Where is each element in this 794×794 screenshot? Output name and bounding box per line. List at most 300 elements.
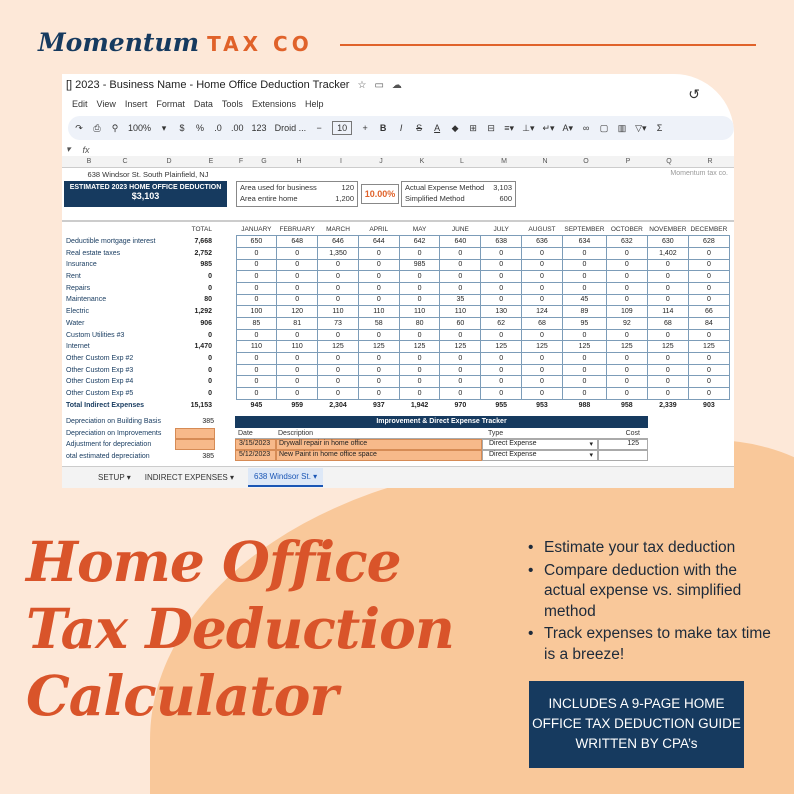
month-cell[interactable]: 66 (688, 306, 729, 318)
column-header-r[interactable]: R (707, 158, 713, 165)
month-cell[interactable]: 0 (481, 271, 522, 283)
tracker-cost[interactable] (598, 450, 648, 461)
month-cell[interactable]: 0 (647, 294, 688, 306)
month-cell[interactable]: 84 (688, 318, 729, 330)
table-row (62, 364, 729, 376)
month-cell[interactable]: 630 (647, 236, 688, 248)
month-cell[interactable]: 628 (688, 236, 729, 248)
month-cell[interactable]: 0 (358, 259, 399, 271)
month-cell[interactable]: 0 (481, 376, 522, 388)
month-cell[interactable]: 0 (522, 247, 563, 259)
link-icon[interactable]: ∞ (582, 123, 590, 133)
tracker-type-value: Direct Expense (489, 451, 537, 458)
simplified-method-label: Simplified Method (405, 194, 465, 203)
month-cell[interactable]: 68 (647, 318, 688, 330)
month-cell[interactable]: 0 (606, 247, 647, 259)
month-cell[interactable]: 110 (277, 341, 318, 353)
menu-item-view[interactable]: View (96, 99, 116, 109)
month-cell[interactable]: 640 (440, 236, 481, 248)
month-cell[interactable]: 95 (562, 318, 606, 330)
number-format-button[interactable]: 123 (251, 123, 267, 133)
month-cell[interactable]: 0 (562, 353, 606, 365)
month-cell[interactable]: 0 (399, 364, 440, 376)
menu-item-tools[interactable]: Tools (221, 99, 243, 109)
month-cell[interactable]: 0 (522, 259, 563, 271)
month-cell[interactable]: 0 (277, 282, 318, 294)
month-cell[interactable]: 0 (318, 388, 359, 400)
month-cell[interactable]: 0 (647, 259, 688, 271)
column-header-l[interactable]: L (460, 158, 464, 165)
month-cell[interactable]: 125 (440, 341, 481, 353)
month-cell[interactable]: 0 (318, 364, 359, 376)
month-cell[interactable]: 0 (647, 271, 688, 283)
expense-total: 1,292 (194, 308, 212, 316)
column-header-o[interactable]: O (583, 158, 589, 165)
month-total: 988 (578, 401, 591, 409)
menu-item-format[interactable]: Format (156, 99, 185, 109)
sheet-tab[interactable] (248, 468, 323, 487)
month-cell[interactable]: 0 (522, 271, 563, 283)
tracker-type-select[interactable] (482, 439, 598, 450)
month-cell[interactable]: 0 (277, 247, 318, 259)
column-header-m[interactable]: M (501, 158, 507, 165)
tracker-date[interactable]: 5/12/2023 (235, 450, 276, 461)
minus-icon[interactable]: − (316, 123, 322, 133)
decrease-decimal-button[interactable]: .0 (214, 123, 222, 133)
font-select[interactable]: Droid ... (274, 123, 307, 133)
tracker-cost[interactable]: 125 (598, 439, 648, 450)
expense-label: Electric (66, 308, 89, 316)
month-cell[interactable]: 0 (606, 388, 647, 400)
chevron-down-icon: ▾ (161, 122, 167, 133)
column-header-q[interactable]: Q (666, 158, 672, 165)
month-cell[interactable]: 0 (522, 353, 563, 365)
redo-icon[interactable]: ↷ (75, 122, 83, 133)
month-cell[interactable]: 0 (440, 247, 481, 259)
menu-item-insert[interactable]: Insert (124, 99, 148, 109)
month-cell[interactable]: 0 (236, 388, 277, 400)
valign-icon[interactable]: ⊥▾ (522, 122, 535, 133)
month-cell[interactable]: 0 (318, 259, 359, 271)
column-header-j[interactable]: J (379, 158, 383, 165)
history-icon[interactable]: ↺ (688, 86, 700, 102)
comment-icon[interactable]: ▢ (599, 122, 609, 133)
table-row (62, 259, 729, 271)
month-cell[interactable]: 0 (481, 282, 522, 294)
sheet-tab[interactable] (145, 473, 234, 482)
month-cell[interactable]: 85 (236, 318, 277, 330)
month-cell[interactable]: 632 (606, 236, 647, 248)
month-cell[interactable]: 0 (522, 329, 563, 341)
print-icon[interactable]: ⎙ (93, 122, 101, 133)
month-cell[interactable]: 0 (606, 294, 647, 306)
month-cell[interactable]: 0 (318, 376, 359, 388)
month-cell[interactable]: 0 (647, 376, 688, 388)
month-cell[interactable]: 0 (399, 388, 440, 400)
fill-color-icon[interactable]: ◆ (451, 122, 459, 133)
month-cell[interactable]: 0 (562, 247, 606, 259)
italic-icon[interactable]: I (399, 123, 403, 133)
month-cell[interactable]: 0 (277, 376, 318, 388)
month-cell[interactable]: 0 (562, 388, 606, 400)
expense-label: Maintenance (66, 296, 107, 304)
area-entire-value[interactable]: 1,200 (335, 194, 354, 203)
month-cell[interactable]: 0 (440, 353, 481, 365)
month-cell[interactable]: 125 (522, 341, 563, 353)
month-cell[interactable]: 636 (522, 236, 563, 248)
column-header-p[interactable]: P (625, 158, 631, 165)
filter-icon[interactable]: ▽▾ (635, 122, 647, 133)
month-cell[interactable]: 125 (399, 341, 440, 353)
dropdown-arrow-icon[interactable]: ▾ (589, 441, 593, 448)
month-cell[interactable]: 0 (688, 329, 729, 341)
month-cell[interactable]: 125 (358, 341, 399, 353)
sheet-tab-label: SETUP (98, 473, 125, 482)
sheet-tab[interactable] (98, 473, 131, 482)
month-cell[interactable]: 0 (399, 376, 440, 388)
expense-label: Other Custom Exp #5 (66, 389, 134, 397)
month-cell[interactable]: 0 (522, 364, 563, 376)
total-header: TOTAL (191, 226, 212, 234)
menu-item-extensions[interactable]: Extensions (251, 99, 296, 109)
month-cell[interactable]: 0 (358, 329, 399, 341)
month-cell[interactable]: 0 (440, 364, 481, 376)
month-cell[interactable]: 0 (440, 329, 481, 341)
month-cell[interactable]: 0 (399, 353, 440, 365)
month-cell[interactable]: 35 (440, 294, 481, 306)
month-cell[interactable]: 0 (358, 282, 399, 294)
month-cell[interactable]: 0 (481, 329, 522, 341)
month-cell[interactable]: 0 (606, 364, 647, 376)
month-cell[interactable]: 125 (562, 341, 606, 353)
expense-label: Water (66, 319, 85, 327)
month-cell[interactable]: 73 (318, 318, 359, 330)
month-cell[interactable]: 0 (481, 247, 522, 259)
month-cell[interactable]: 0 (688, 282, 729, 294)
month-cell[interactable]: 985 (399, 259, 440, 271)
spacer-cell (214, 376, 236, 388)
table-row (62, 271, 729, 283)
column-header-e[interactable]: E (208, 158, 214, 165)
currency-button[interactable]: $ (179, 123, 185, 133)
month-cell[interactable]: 114 (647, 306, 688, 318)
month-cell[interactable]: 0 (688, 294, 729, 306)
month-cell[interactable]: 0 (647, 282, 688, 294)
month-header: MARCH (318, 224, 359, 236)
column-header-b[interactable]: B (86, 158, 92, 165)
month-cell[interactable]: 125 (481, 341, 522, 353)
month-cell[interactable]: 130 (481, 306, 522, 318)
cloud-icon[interactable]: ☁ (391, 79, 402, 91)
paint-format-icon[interactable]: ⚲ (111, 122, 119, 133)
column-header-c[interactable]: C (122, 158, 128, 165)
month-cell[interactable]: 0 (647, 329, 688, 341)
month-cell[interactable]: 0 (358, 376, 399, 388)
month-cell[interactable]: 0 (522, 282, 563, 294)
month-cell[interactable]: 0 (606, 376, 647, 388)
month-cell[interactable]: 120 (277, 306, 318, 318)
business-use-percent: 10.00% (361, 184, 399, 204)
month-cell[interactable]: 0 (481, 353, 522, 365)
month-header: JANUARY (236, 224, 277, 236)
month-cell[interactable]: 0 (236, 376, 277, 388)
chevron-down-icon[interactable]: ▾ (227, 473, 235, 482)
month-cell[interactable]: 0 (318, 294, 359, 306)
month-cell[interactable]: 0 (481, 259, 522, 271)
expense-total: 0 (208, 284, 212, 292)
menu-item-help[interactable]: Help (304, 99, 324, 109)
month-cell[interactable]: 1,402 (647, 247, 688, 259)
depreciation-input[interactable] (175, 428, 215, 439)
title-bar (62, 74, 734, 96)
area-used-value[interactable]: 120 (341, 183, 354, 192)
area-used-label: Area used for business (240, 183, 317, 192)
month-cell[interactable]: 0 (522, 376, 563, 388)
wrap-icon[interactable]: ↵▾ (542, 122, 555, 133)
column-header-g[interactable]: G (261, 158, 267, 165)
month-cell[interactable]: 0 (358, 271, 399, 283)
rotate-icon[interactable]: A▾ (562, 122, 574, 133)
month-cell[interactable]: 0 (522, 294, 563, 306)
menu-item-data[interactable]: Data (193, 99, 213, 109)
tracker-type-select[interactable] (482, 450, 598, 461)
month-cell[interactable]: 45 (562, 294, 606, 306)
expense-label: Deductible mortgage interest (66, 238, 156, 246)
month-cell[interactable]: 0 (236, 259, 277, 271)
month-cell[interactable]: 125 (606, 341, 647, 353)
month-cell[interactable]: 0 (562, 259, 606, 271)
month-cell[interactable]: 0 (358, 388, 399, 400)
spacer-cell (214, 236, 236, 248)
month-cell[interactable]: 0 (562, 282, 606, 294)
month-cell[interactable]: 0 (318, 353, 359, 365)
month-cell[interactable]: 89 (562, 306, 606, 318)
month-cell[interactable]: 0 (358, 294, 399, 306)
bold-icon[interactable]: B (379, 123, 387, 133)
month-cell[interactable]: 0 (318, 329, 359, 341)
month-cell[interactable]: 0 (688, 353, 729, 365)
month-cell[interactable]: 92 (606, 318, 647, 330)
month-cell[interactable]: 0 (358, 353, 399, 365)
tracker-cost-header: Cost (625, 429, 640, 437)
month-cell[interactable]: 0 (440, 271, 481, 283)
month-cell[interactable]: 0 (399, 271, 440, 283)
spacer-cell (214, 282, 236, 294)
month-cell[interactable]: 0 (440, 388, 481, 400)
star-icon[interactable]: ☆ (357, 79, 367, 91)
functions-icon[interactable]: Σ (656, 123, 663, 133)
brand-note: Momentum tax co. (670, 170, 728, 177)
increase-decimal-button[interactable]: .00 (231, 123, 244, 133)
month-cell[interactable]: 109 (606, 306, 647, 318)
month-header: MAY (399, 224, 440, 236)
month-cell[interactable]: 0 (399, 329, 440, 341)
month-cell[interactable]: 125 (647, 341, 688, 353)
depreciation-input[interactable] (175, 439, 215, 450)
month-cell[interactable]: 0 (606, 353, 647, 365)
depreciation-section (62, 416, 215, 462)
expense-total: 0 (208, 366, 212, 374)
month-cell[interactable]: 0 (481, 364, 522, 376)
month-cell[interactable]: 0 (236, 353, 277, 365)
month-cell[interactable]: 0 (562, 364, 606, 376)
month-cell[interactable]: 125 (688, 341, 729, 353)
month-cell[interactable]: 0 (277, 294, 318, 306)
sheet-tab-label: 638 Windsor St. (254, 472, 311, 481)
depreciation-row (62, 428, 215, 440)
month-cell[interactable]: 110 (440, 306, 481, 318)
chevron-down-icon[interactable]: ▾ (124, 473, 131, 482)
strikethrough-icon[interactable]: S (416, 123, 423, 133)
column-header-f[interactable]: F (238, 158, 244, 165)
month-cell[interactable]: 0 (481, 294, 522, 306)
month-cell[interactable]: 0 (277, 364, 318, 376)
column-header-h[interactable]: H (296, 158, 302, 165)
month-cell[interactable]: 0 (562, 329, 606, 341)
month-cell[interactable]: 0 (236, 294, 277, 306)
spacer-cell (214, 306, 236, 318)
month-cell[interactable]: 0 (481, 388, 522, 400)
month-cell[interactable]: 0 (277, 353, 318, 365)
month-cell[interactable]: 648 (277, 236, 318, 248)
month-cell[interactable]: 68 (522, 318, 563, 330)
tracker-description[interactable]: Drywall repair in home office (276, 439, 482, 450)
tracker-date[interactable]: 3/15/2023 (235, 439, 276, 450)
table-row (62, 294, 729, 306)
month-cell[interactable]: 0 (236, 364, 277, 376)
depreciation-row (62, 416, 215, 428)
month-cell[interactable]: 0 (236, 247, 277, 259)
tracker-date-header: Date (238, 429, 253, 437)
expense-total: 0 (208, 389, 212, 397)
borders-icon[interactable]: ⊞ (469, 122, 477, 133)
month-cell[interactable]: 0 (606, 259, 647, 271)
total-label: Total Indirect Expenses (66, 401, 145, 409)
zoom-select[interactable]: 100% (128, 123, 152, 133)
document-title[interactable]: [] 2023 - Business Name - Home Office Deduction Tracker (66, 79, 350, 91)
section-divider (62, 220, 734, 222)
month-cell[interactable]: 0 (440, 376, 481, 388)
font-size-input[interactable]: 10 (332, 121, 352, 135)
month-cell[interactable]: 110 (399, 306, 440, 318)
month-cell[interactable]: 0 (688, 376, 729, 388)
month-cell[interactable]: 0 (606, 329, 647, 341)
month-cell[interactable]: 80 (399, 318, 440, 330)
month-cell[interactable]: 0 (688, 259, 729, 271)
guide-callout: INCLUDES A 9-PAGE HOME OFFICE TAX DEDUCTION GUIDE WRITTEN BY CPA’s (529, 681, 744, 768)
month-cell[interactable]: 0 (522, 388, 563, 400)
month-cell[interactable]: 0 (277, 271, 318, 283)
month-cell[interactable]: 58 (358, 318, 399, 330)
merge-icon[interactable]: ⊟ (487, 122, 495, 133)
month-cell[interactable]: 0 (606, 282, 647, 294)
month-cell[interactable]: 125 (318, 341, 359, 353)
month-cell[interactable]: 638 (481, 236, 522, 248)
percent-button[interactable]: % (196, 123, 205, 133)
column-header-d[interactable]: D (166, 158, 172, 165)
month-cell[interactable]: 110 (358, 306, 399, 318)
expense-total: 80 (204, 296, 212, 304)
month-cell[interactable]: 1,350 (318, 247, 359, 259)
total-row (62, 399, 729, 411)
month-cell[interactable]: 62 (481, 318, 522, 330)
estimate-value: $3,103 (131, 191, 160, 201)
month-cell[interactable]: 0 (688, 364, 729, 376)
spacer-cell (214, 294, 236, 306)
expense-total: 1,470 (194, 343, 212, 351)
headline-line-2: Tax Deduction (26, 596, 454, 661)
chart-icon[interactable]: ▥ (617, 122, 627, 133)
tracker-type-value: Direct Expense (489, 440, 537, 447)
month-cell[interactable]: 0 (688, 388, 729, 400)
month-header: OCTOBER (606, 224, 647, 236)
month-cell[interactable]: 0 (688, 271, 729, 283)
month-cell[interactable]: 0 (399, 247, 440, 259)
month-cell[interactable]: 124 (522, 306, 563, 318)
month-cell[interactable]: 0 (688, 247, 729, 259)
month-cell[interactable]: 0 (562, 271, 606, 283)
month-cell[interactable]: 110 (318, 306, 359, 318)
text-color-icon[interactable]: A (434, 123, 441, 133)
grand-total: 15,153 (190, 401, 212, 409)
month-cell[interactable]: 0 (562, 376, 606, 388)
column-header-i[interactable]: I (340, 158, 342, 165)
month-cell[interactable]: 0 (440, 259, 481, 271)
month-cell[interactable]: 0 (399, 282, 440, 294)
month-cell[interactable]: 0 (318, 271, 359, 283)
month-cell[interactable]: 650 (236, 236, 277, 248)
month-cell[interactable]: 0 (358, 364, 399, 376)
month-cell[interactable]: 646 (318, 236, 359, 248)
month-cell[interactable]: 0 (647, 353, 688, 365)
menu-item-edit[interactable]: Edit (72, 99, 88, 109)
month-cell[interactable]: 0 (236, 329, 277, 341)
month-cell[interactable]: 0 (318, 282, 359, 294)
month-cell[interactable]: 0 (647, 388, 688, 400)
month-cell[interactable]: 0 (277, 388, 318, 400)
month-cell[interactable]: 0 (358, 247, 399, 259)
dropdown-arrow-icon[interactable]: ▾ (589, 452, 593, 459)
folder-icon[interactable]: ▭ (374, 79, 384, 91)
chevron-down-icon[interactable]: ▾ (66, 144, 71, 154)
tracker-description[interactable]: New Paint in home office space (276, 450, 482, 461)
column-header-n[interactable]: N (542, 158, 548, 165)
month-cell[interactable]: 110 (236, 341, 277, 353)
month-cell[interactable]: 0 (606, 271, 647, 283)
month-cell[interactable]: 0 (236, 271, 277, 283)
expense-total: 985 (200, 261, 212, 269)
month-cell[interactable]: 60 (440, 318, 481, 330)
brand-name: Momentum (38, 28, 200, 57)
month-cell[interactable]: 644 (358, 236, 399, 248)
month-cell[interactable]: 0 (647, 364, 688, 376)
month-cell[interactable]: 81 (277, 318, 318, 330)
column-header-k[interactable]: K (419, 158, 425, 165)
plus-icon[interactable]: + (362, 123, 368, 133)
chevron-down-icon[interactable]: ▾ (310, 472, 318, 481)
month-cell[interactable]: 642 (399, 236, 440, 248)
month-cell[interactable]: 0 (440, 282, 481, 294)
month-cell[interactable]: 0 (277, 329, 318, 341)
month-cell[interactable]: 634 (562, 236, 606, 248)
month-cell[interactable]: 0 (277, 259, 318, 271)
month-cell[interactable]: 0 (236, 282, 277, 294)
month-cell[interactable]: 0 (399, 294, 440, 306)
spacer-cell (214, 271, 236, 283)
align-icon[interactable]: ≡▾ (504, 122, 514, 133)
month-cell[interactable]: 100 (236, 306, 277, 318)
spacer-cell (214, 247, 236, 259)
